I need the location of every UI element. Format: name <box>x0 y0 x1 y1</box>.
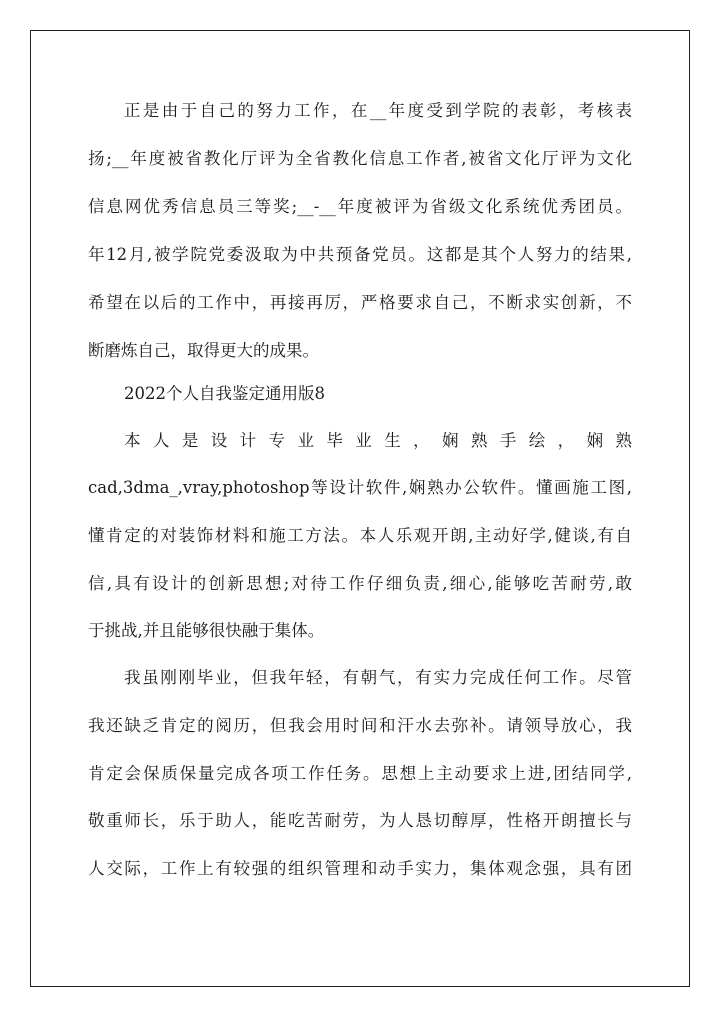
section-heading: 2022个人自我鉴定通用版8 <box>124 384 325 403</box>
paragraph-3-line-5: 人交际，工作上有较强的组织管理和动手实力，集体观念强，具有团 <box>88 859 632 878</box>
paragraph-3-line-3: 肯定会保质保量完成各项工作任务。思想上主动要求上进,团结同学, <box>88 764 632 783</box>
paragraph-3-line-4: 敬重师长，乐于助人，能吃苦耐劳，为人恳切醇厚，性格开朗擅长与 <box>88 811 632 830</box>
paragraph-3-line-1: 我虽刚刚毕业，但我年轻，有朝气，有实力完成任何工作。尽管 <box>124 668 632 687</box>
paragraph-1-line-3: 信息网优秀信息员三等奖;__-__年度被评为省级文化系统优秀团员。 <box>88 197 632 216</box>
paragraph-1-line-4: 年12月,被学院党委汲取为中共预备党员。这都是其个人努力的结果, <box>88 245 632 264</box>
paragraph-2-line-2: cad,3dma_,vray,photoshop等设计软件,娴熟办公软件。懂画施工图, <box>88 478 632 497</box>
paragraph-1-line-1: 正是由于自己的努力工作，在__年度受到学院的表彰，考核表 <box>124 101 632 120</box>
paragraph-1-line-5: 希望在以后的工作中，再接再厉，严格要求自己，不断求实创新，不 <box>88 293 632 312</box>
paragraph-2-line-3: 懂肯定的对装饰材料和施工方法。本人乐观开朗,主动好学,健谈,有自 <box>88 526 632 545</box>
paragraph-1-line-2: 扬;__年度被省教化厅评为全省教化信息工作者,被省文化厅评为文化 <box>88 149 632 168</box>
paragraph-2-line-1: 本人是设计专业毕业生，娴熟手绘，娴熟 <box>124 431 632 450</box>
paragraph-2-line-5: 于挑战,并且能够很快融于集体。 <box>88 621 325 640</box>
paragraph-3-line-2: 我还缺乏肯定的阅历，但我会用时间和汗水去弥补。请领导放心，我 <box>88 716 632 735</box>
paragraph-1-line-6: 断磨炼自己，取得更大的成果。 <box>88 341 319 360</box>
paragraph-2-line-4: 信,具有设计的创新思想;对待工作仔细负责,细心,能够吃苦耐劳,敢 <box>88 574 632 593</box>
